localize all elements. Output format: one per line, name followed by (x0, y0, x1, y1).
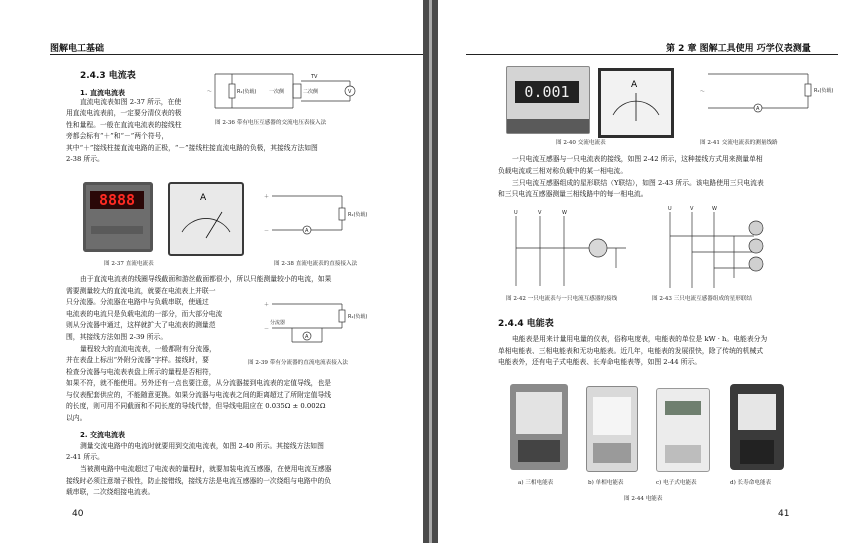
figure-caption: 图 2-36 带有电压互感器的交流电压表接入法 (215, 120, 327, 126)
text-line: 2-41 所示。 (66, 453, 104, 461)
phase-u: U (514, 210, 518, 216)
label-load: R₁(负载) (237, 89, 257, 95)
figure-direct-dc-diagram (262, 190, 392, 235)
label-load: R₁(负载) (348, 212, 368, 218)
svg-text:A: A (631, 80, 638, 90)
text-line: 单相电能表、三相电能表和无功电能表。近几年，电能表的发展很快，除了传统的机械式 (498, 347, 764, 355)
running-header: 图解电工基础 (50, 44, 105, 54)
subcaption: a) 三相电能表 (518, 480, 554, 486)
symbol-ac: ～ (700, 89, 706, 95)
text-line: 旁都会标有“＋”和“－”两个符号， (66, 132, 169, 140)
figure-star-ct-diagram (662, 206, 802, 290)
text-line: 只分流器。分流器在电路中与负载串联，使通过 (66, 298, 209, 306)
digital-ammeter-photo (83, 182, 153, 252)
text-line: 量程较大的直流电流表，一般都附有分流器， (80, 345, 216, 353)
subcaption: d) 长寿命电能表 (730, 480, 772, 486)
text-line: 载串联，二次绕组接电流表。 (66, 488, 155, 496)
figure-caption: 图 2-37 直流电流表 (104, 261, 154, 267)
phase-v: V (538, 210, 542, 216)
panel-base (507, 119, 589, 133)
phase-u: U (668, 206, 672, 212)
text-line: 检查分流器与电流表表盘上所示的量程是否相符， (66, 368, 216, 376)
label-load: R₁(负载) (348, 314, 368, 320)
minus-terminal: － (264, 326, 270, 332)
text-line: 需要测量较大的直流电流，就要在电流表上并联一 (66, 287, 216, 295)
phase-w: W (562, 210, 567, 216)
symbol-ac: ～ (207, 89, 213, 95)
text-line: 一只电流互感器与一只电流表的接线，如图 2-42 所示，这种接线方式用来测量单相 (512, 155, 763, 163)
header-rule (50, 54, 423, 55)
text-line: 电能表外，还有电子式电能表、长寿命电能表等，如图 2-44 所示。 (498, 358, 702, 366)
text-line: 如果不符，就不能使用。另外还有一点也要注意，从分流器接到电流表的定值导线，也是 (66, 379, 332, 387)
panel-strip (91, 226, 143, 234)
right-page (438, 0, 861, 543)
left-page (0, 0, 423, 543)
meter-symbol: A (305, 334, 309, 340)
text-line: 三只电流互感器组成的星形联结（Y联结），如图 2-43 所示。该电路使用三只电流表 (512, 179, 764, 187)
subsection-title: 1. 直流电流表 (80, 89, 125, 97)
meter-symbol: V (348, 89, 352, 95)
text-line: 电流表的电流只是负载电流的一部分，而大部分电流 (66, 310, 223, 318)
header-rule (466, 54, 838, 55)
electronic-meter-photo (656, 388, 710, 472)
section-title: 2.4.4 电能表 (498, 319, 554, 329)
plus-terminal: ＋ (264, 194, 270, 200)
book-gutter (423, 0, 438, 543)
analog-ammeter-photo (168, 182, 244, 256)
long-life-meter-photo (730, 384, 784, 470)
text-line: 则从分流器中通过，这样就扩大了电流表的测量范 (66, 321, 216, 329)
label-tv: TV (311, 74, 318, 80)
phase-w: W (712, 206, 717, 212)
text-line: 用直流电流表前，一定要分清仪表的极 (66, 109, 182, 117)
figure-shunt-diagram (262, 298, 392, 348)
subcaption: b) 单相电能表 (588, 480, 624, 486)
digital-display: 0.001 (515, 81, 579, 103)
page-number: 41 (778, 509, 790, 519)
ac-ammeter-digital-photo (506, 66, 590, 134)
three-phase-meter-photo (510, 384, 568, 470)
figure-voltage-transformer-diagram (205, 66, 365, 116)
subsection-title: 2. 交流电流表 (80, 431, 125, 439)
text-line: 2-38 所示。 (66, 155, 104, 163)
label-secondary: 二次侧 (303, 89, 319, 95)
figure-caption: 图 2-41 交流电流表的测量线路 (700, 140, 778, 146)
single-phase-meter-photo (586, 386, 638, 472)
digital-display: 8888 (90, 191, 144, 209)
figure-caption: 图 2-38 直流电流表的直接接入法 (274, 261, 358, 267)
figure-caption: 图 2-43 三只电流互感器组成的星形联结 (652, 296, 753, 302)
ac-ammeter-analog-photo (598, 68, 674, 138)
label-load: R₁(负载) (814, 88, 834, 94)
text-line: 以内。 (66, 414, 87, 422)
figure-caption: 图 2-39 带有分流器的直流电流表接入法 (248, 360, 349, 366)
text-line: 与仪表配套供应的，不能随意更换。如果分流器与电流表之间的距离超过了所附定值导线 (66, 391, 332, 399)
text-line: 电能表是用来计量用电量的仪表，俗称电度表，电能表的单位是 kW · h。电能表分为 (512, 335, 768, 343)
figure-ac-ammeter-diagram (698, 66, 838, 116)
page-number: 40 (72, 509, 84, 519)
text-line: 负载电流或三相对称负载中的某一相电流。 (498, 167, 628, 175)
text-line: 围，其接线方法如图 2-39 所示。 (66, 333, 168, 341)
text-line: 由于直流电流表的线圈导线截面和游丝截面都很小，所以只能测量较小的电流，如果 (80, 275, 332, 283)
text-line: 性和量程。一般在直流电流表的接线柱 (66, 121, 182, 129)
text-line: 其中“＋”接线柱接直流电路的正极，“－”接线柱接直流电路的负极，其接线方法如图 (66, 144, 318, 152)
text-line: 并在表盘上标出“外附分流器”字样。接线时，要 (66, 356, 209, 364)
section-title: 2.4.3 电流表 (80, 71, 136, 81)
subcaption: c) 电子式电能表 (656, 480, 697, 486)
text-line: 测量交流电路中的电流时就要用到交流电流表，如图 2-40 所示。其接线方法如图 (80, 442, 324, 450)
running-header: 第 2 章 图解工具使用 巧学仪表测量 (666, 44, 811, 54)
text-line: 当被测电路中电流超过了电流表的量程时，就要加装电流互感器，在使用电流互感器 (80, 465, 332, 473)
minus-terminal: － (264, 228, 270, 234)
plus-terminal: ＋ (264, 302, 270, 308)
text-line: 的长度，则可用不同截面和不同长度的导线代替，但导线电阻应在 0.035Ω ± 0.002Ω (66, 402, 326, 410)
label-shunt: 分流器 (270, 320, 286, 326)
figure-caption: 图 2-44 电能表 (624, 496, 663, 502)
figure-caption: 图 2-40 交流电流表 (556, 140, 606, 146)
text-line: 接线时必须注意端子极性，防止接错线，接线方法是电流互感器的一次绕组与电路中的负 (66, 477, 332, 485)
figure-caption: 图 2-42 一只电流表与一只电流互感器的接线 (506, 296, 618, 302)
meter-symbol: A (305, 228, 309, 234)
figure-single-ct-diagram (506, 210, 646, 288)
text-line: 和三只电流互感器测量三相线路中的每一相电流。 (498, 190, 648, 198)
phase-v: V (690, 206, 694, 212)
text-line: 直流电流表如图 2-37 所示，在使 (80, 98, 182, 106)
label-primary: 一次侧 (269, 89, 285, 95)
meter-symbol: A (756, 106, 760, 112)
svg-text:A: A (200, 193, 207, 203)
